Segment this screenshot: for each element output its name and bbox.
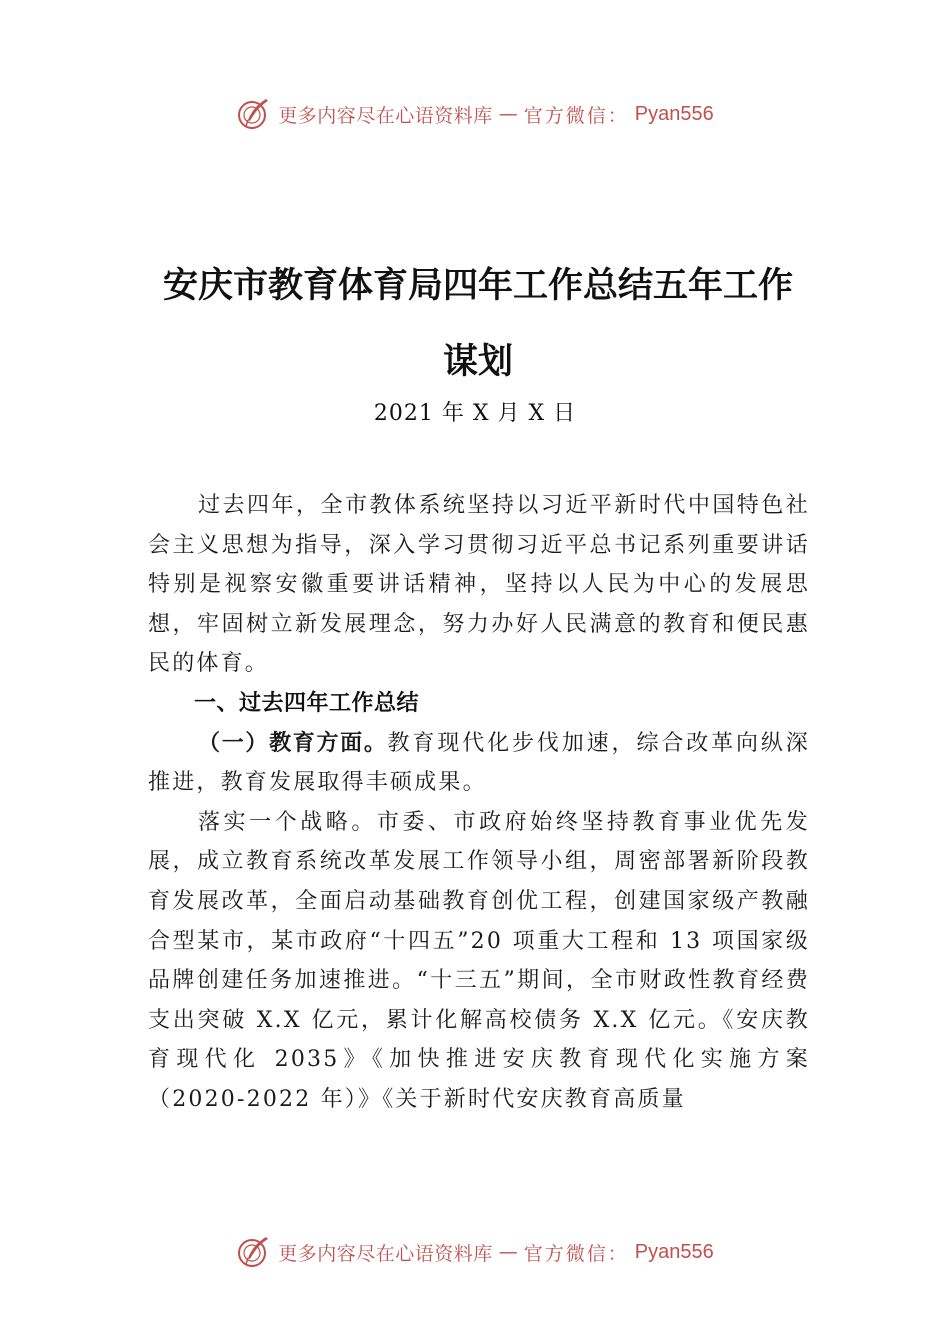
document-title: 安庆市教育体育局四年工作总结五年工作谋划 [162, 266, 793, 382]
watermark-wechat-id: Pyan556 [634, 102, 714, 125]
document-date: 2021 年 X 月 X 日 [373, 401, 577, 426]
quill-logo-icon [236, 1234, 272, 1270]
watermark-site-text: 更多内容尽在心语资料库 [278, 1242, 493, 1265]
subsection-text: 教育现代化步伐加速，综合改革向纵深推进，教育发展取得丰硕成果。 [148, 730, 810, 796]
watermark-wechat-id: Pyan556 [634, 1240, 714, 1263]
watermark-wechat-label: 官方微信： [523, 1242, 629, 1265]
watermark-header [0, 94, 950, 134]
watermark-wechat-label: 官方微信： [523, 104, 629, 127]
subsection-paragraph [148, 724, 810, 803]
quill-logo-icon [236, 96, 272, 132]
intro-paragraph: 过去四年，全市教体系统坚持以习近平新时代中国特色社会主义思想为指导，深入学习贯彻习近平总书记系列重要讲话特别是视察安徽重要讲话精神，坚持以人民为中心的发展思想，牢固树立新发展理念，努力办好人民满意的教育和便民惠民的体育。 [148, 493, 810, 677]
strategy-paragraph: 落实一个战略。市委、市政府始终坚持教育事业优先发展，成立教育系统改革发展工作领导小组，周密部署新阶段教育发展改革，全面启动基础教育创优工程，创建国家级产教融合型某市，某市政府“十四五”20 项重大工程和 13 项国家级品牌创建任务加速推进。“十三五”期间，全市财政性教育经费支出突破 X.X 亿元，累计化解高校债务 X.X 亿元。《安庆教育现代化 2035》《加快推进安庆教育现代化实施方案（2020-2022 年）》《关于新时代安庆教育高质量 [148, 809, 810, 1112]
watermark-site-text: 更多内容尽在心语资料库 [278, 104, 493, 127]
section-heading: 一、过去四年工作总结 [194, 690, 420, 716]
watermark-footer [0, 1232, 950, 1272]
watermark-separator: — [498, 1241, 518, 1263]
watermark-separator: — [498, 103, 518, 125]
subsection-heading: （一）教育方面。 [198, 730, 388, 756]
document-body [148, 486, 810, 1120]
